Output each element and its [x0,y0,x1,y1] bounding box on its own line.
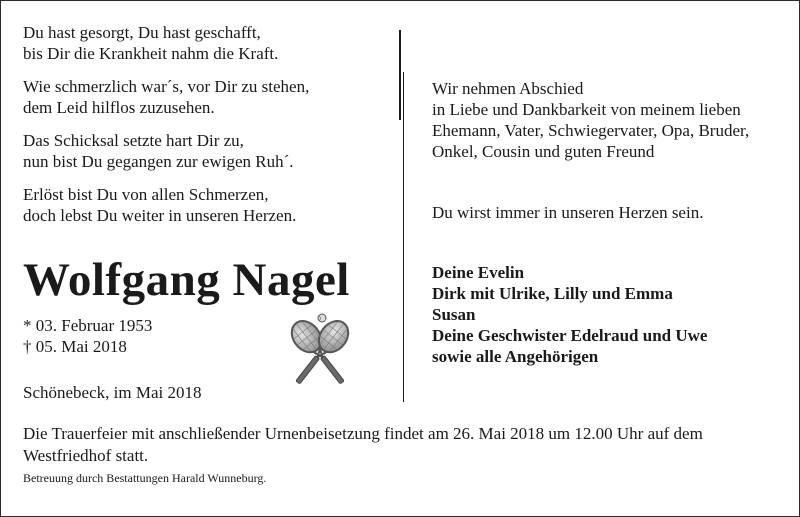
column-divider [399,30,401,120]
birth-date: * 03. Februar 1953 [23,316,153,335]
motto: Du wirst immer in unseren Herzen sein. [432,203,704,222]
life-dates [23,315,152,357]
poem-line: nun bist Du gegangen zur ewigen Ruh´. [23,152,294,171]
funeral-line: Die Trauerfeier mit anschließender Urnenbeisetzung findet am 26. Mai 2018 um 12.00 Uhr auf dem [23,424,703,443]
poem-stanza [23,130,383,172]
poem-stanza [23,76,383,118]
mourner: Deine Evelin [432,263,525,282]
poem-line: doch lebst Du weiter in unseren Herzen. [23,206,297,225]
farewell-text [432,78,782,162]
poem-line: bis Dir die Krankheit nahm die Kraft. [23,44,279,63]
poem-line: Das Schicksal setzte hart Dir zu, [23,131,244,150]
farewell-line: Onkel, Cousin und guten Freund [432,142,655,161]
farewell-line: Wir nehmen Abschied [432,79,584,98]
funeral-notice [23,423,783,467]
deceased-name: Wolfgang Nagel [23,254,350,306]
poem-stanza [23,22,383,64]
column-divider [403,72,404,402]
poem-line: Wie schmerzlich war´s, vor Dir zu stehen, [23,77,310,96]
poem [23,22,383,238]
mourner: Dirk mit Ulrike, Lilly und Emma [432,284,673,303]
funeral-line: Westfriedhof statt. [23,446,149,465]
poem-line: dem Leid hilflos zuzusehen. [23,98,215,117]
mourner: sowie alle Angehörigen [432,347,599,366]
death-date: † 05. Mai 2018 [23,337,127,356]
mourners-list [432,262,707,367]
mourner: Susan [432,305,476,324]
farewell-line: in Liebe und Dankbarkeit von meinem lieben [432,100,741,119]
place-and-date: Schönebeck, im Mai 2018 [23,383,202,402]
mourner: Deine Geschwister Edelraud und Uwe [432,326,708,345]
poem-line: Du hast gesorgt, Du hast geschafft, [23,23,261,42]
crossed-tennis-rackets-icon [281,312,359,396]
poem-line: Erlöst bist Du von allen Schmerzen, [23,185,269,204]
undertaker-note: Betreuung durch Bestattungen Harald Wunneburg. [23,471,267,485]
farewell-line: Ehemann, Vater, Schwiegervater, Opa, Bruder, [432,121,750,140]
poem-stanza [23,184,383,226]
